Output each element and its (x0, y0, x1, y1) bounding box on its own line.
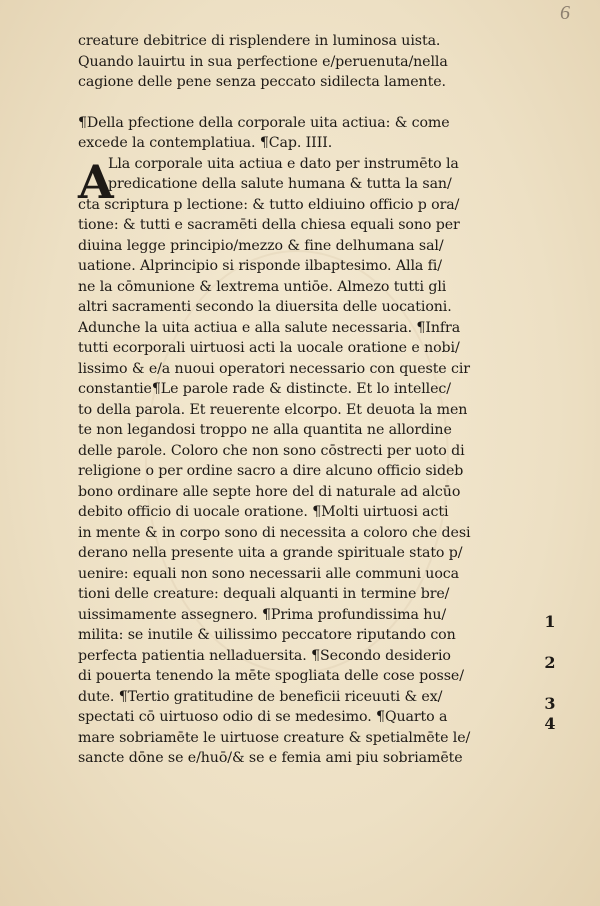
text-line: tione: & tutti e sacramēti della chiesa equali sono per (78, 217, 460, 233)
text-line: derano nella presente uita a grande spirituale stato p/ (78, 545, 463, 561)
text-line: uenire: equali non sono necessarii alle communi uoca (78, 565, 459, 582)
text-line: Lla corporale uita actiua e dato per instrumēto la (108, 155, 459, 172)
text-line: uissimamente assegnero. ¶Prima profundissima hu/ (78, 606, 447, 623)
chapter-heading-line: excede la contemplatiua. ¶Cap. IIII. (78, 135, 333, 151)
text-line: dute. ¶Tertio gratitudine de beneficii riceuuti & ex/ (78, 688, 443, 705)
drop-capital: A (78, 155, 114, 209)
text-line: delle parole. Coloro che non sono cōstrecti per uoto di (78, 442, 465, 459)
text-block (78, 31, 518, 769)
text-line: uatione. Alprincipio si risponde ilbaptesimo. Alla fi/ (78, 258, 442, 274)
margin-number: 3 (544, 694, 556, 713)
margin-number: 2 (544, 653, 556, 672)
chapter-heading-line: ¶Della pfectione della corporale uita actiua: & come (78, 114, 450, 131)
text-line: debito officio di uocale oratione. ¶Molti uirtuosi acti (78, 504, 449, 520)
text-line: Adunche la uita actiua e alla salute necessaria. ¶Infra (78, 319, 461, 336)
text-line: Quando lauirtu in sua perfectione e/peruenuta/nella (78, 53, 448, 70)
text-line: cta scriptura p lectione: & tutto eldiuino officio p ora/ (78, 196, 460, 213)
text-line: di pouerta tenendo la mēte spogliata delle cose posse/ (78, 668, 464, 684)
text-line: spectati cō uirtuoso odio di se medesimo. ¶Quarto a (78, 709, 448, 725)
text-line: in mente & in corpo sono di necessita a coloro che desi (78, 524, 471, 541)
text-line: ne la cōmunione & lextrema untiōe. Almezo tutti gli (78, 278, 447, 295)
text-line: tioni delle creature: dequali alquanti in termine bre/ (78, 586, 450, 602)
text-line: mare sobriamēte le uirtuose creature & spetialmēte le/ (78, 729, 471, 746)
text-line: cagione delle pene senza peccato sidilecta lamente. (78, 74, 446, 90)
folio-number: 6 (560, 2, 570, 24)
text-line: tutti ecorporali uirtuosi acti la uocale oratione e nobi/ (78, 340, 460, 356)
paragraph-gap (78, 93, 518, 113)
text-line: predicatione della salute humana & tutta la san/ (108, 176, 452, 192)
text-line: constantie¶Le parole rade & distincte. Et lo intellec/ (78, 381, 451, 397)
text-line: altri sacramenti secondo la diuersita delle uocationi. (78, 299, 452, 315)
text-line: milita: se inutile & uilissimo peccatore riputando con (78, 627, 456, 643)
text-line: bono ordinare alle septe hore del di naturale ad alcūo (78, 483, 461, 500)
text-line: perfecta patientia nelladuersita. ¶Secondo desiderio (78, 647, 451, 664)
text-line: te non legandosi troppo ne alla quantita ne allordine (78, 422, 452, 438)
text-line: lissimo & e/a nuoui operatori necessario con queste cir (78, 360, 470, 377)
margin-number: 1 (544, 612, 556, 631)
text-line: sancte dōne se e/huō/& se e femia ami piu sobriamēte (78, 750, 463, 766)
margin-number: 4 (544, 714, 556, 733)
text-line: religione o per ordine sacro a dire alcuno officio sideb (78, 463, 464, 479)
text-line: diuina legge principio/mezzo & fine delhumana sal/ (78, 237, 444, 254)
text-line: to della parola. Et reuerente elcorpo. Et deuota la men (78, 401, 468, 418)
text-line: creature debitrice di risplendere in luminosa uista. (78, 33, 441, 49)
